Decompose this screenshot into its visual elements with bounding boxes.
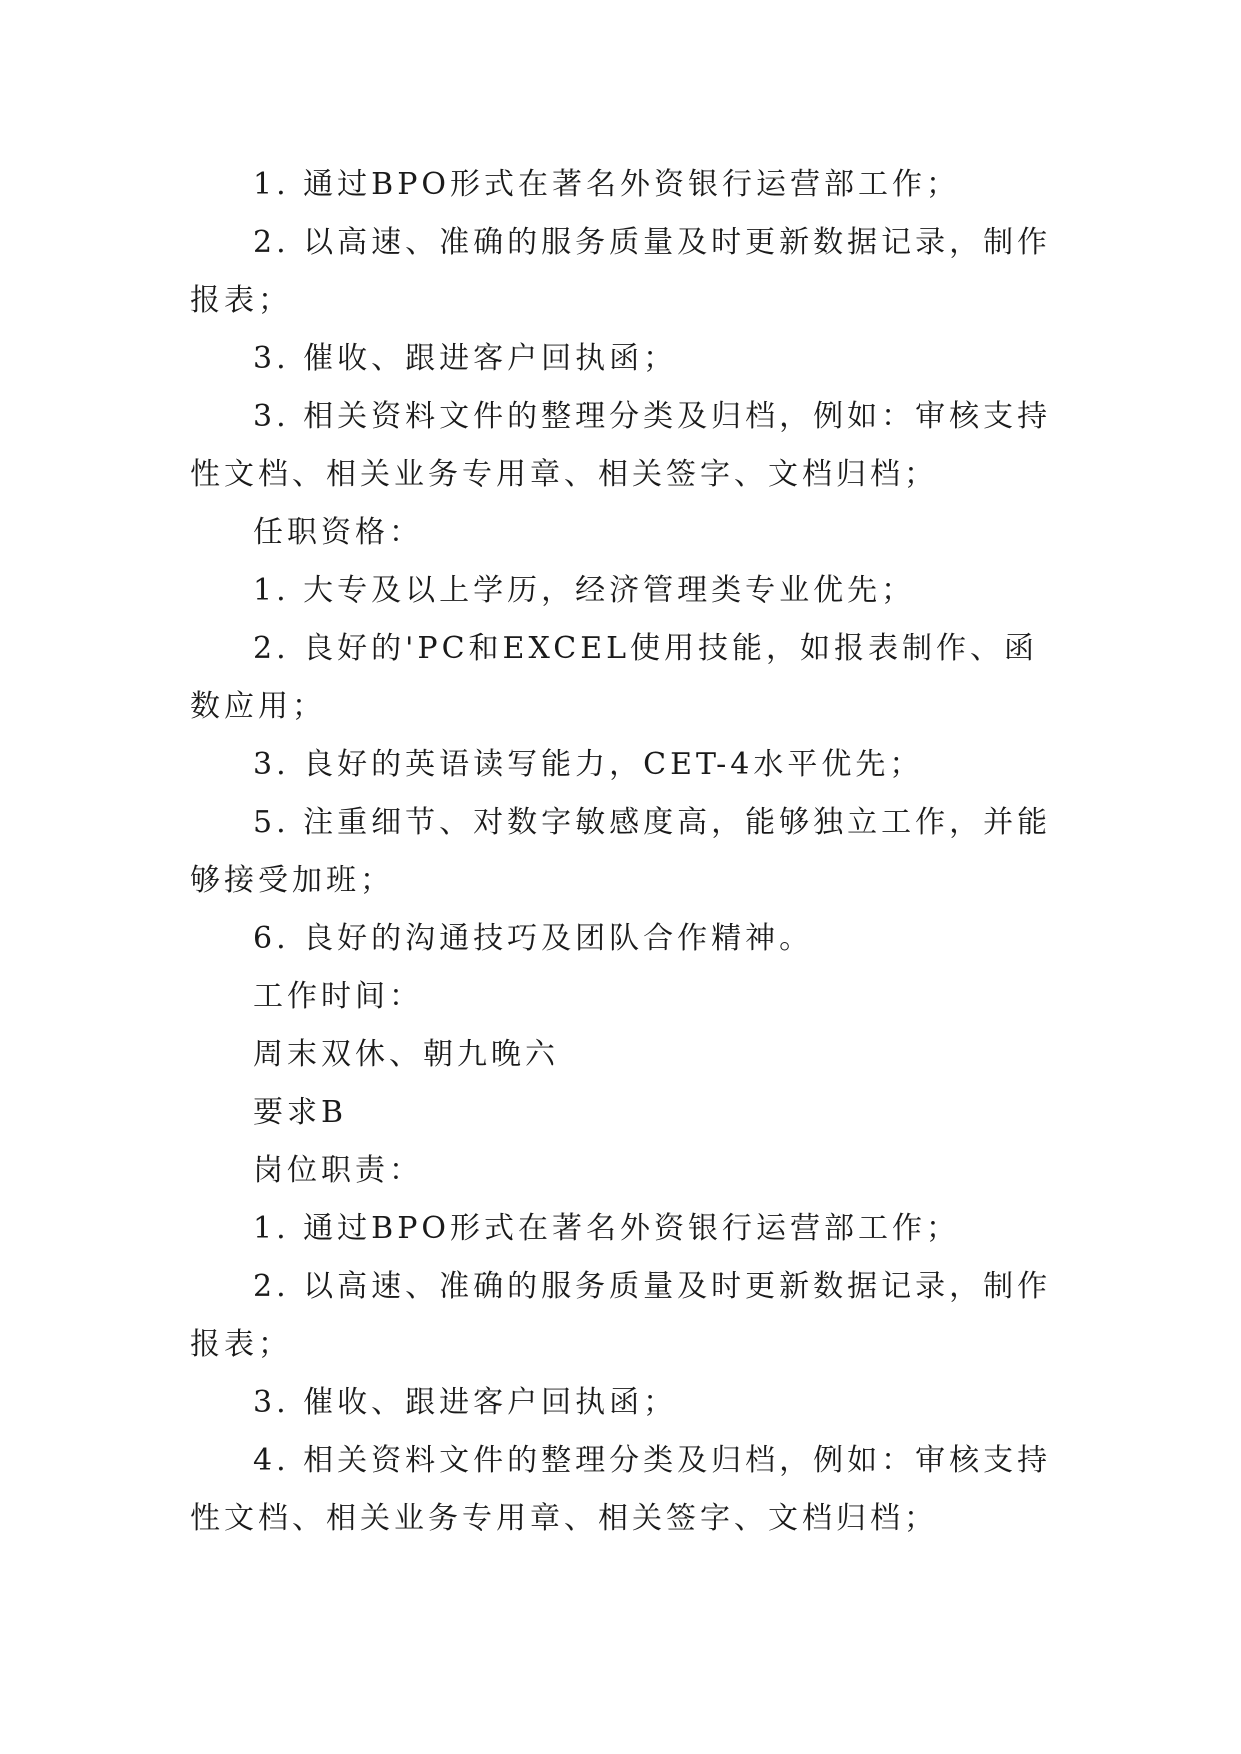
duty-2: 2. 以高速、准确的服务质量及时更新数据记录，制作报表； <box>190 225 1052 318</box>
responsibilities-heading: 岗位职责： <box>253 1153 423 1188</box>
qualifications-heading: 任职资格： <box>253 515 423 550</box>
qualification-1: 1. 大专及以上学历，经济管理类专业优先； <box>253 573 916 608</box>
work-hours-heading: 工作时间： <box>253 979 423 1014</box>
qualification-6: 6. 良好的沟通技巧及团队合作精神。 <box>253 921 814 956</box>
responsibility-3: 3. 催收、跟进客户回执函； <box>253 1385 678 1420</box>
duty-1: 1. 通过BPO形式在著名外资银行运营部工作； <box>253 167 960 202</box>
responsibility-1: 1. 通过BPO形式在著名外资银行运营部工作； <box>253 1211 960 1246</box>
document-body <box>190 156 1060 1548</box>
qualification-5: 5. 注重细节、对数字敏感度高，能够独立工作，并能够接受加班； <box>190 805 1052 898</box>
requirement-b-heading: 要求B <box>253 1095 348 1130</box>
qualification-2: 2. 良好的'PC和EXCEL使用技能，如报表制作、函数应用； <box>190 631 1039 724</box>
responsibility-2: 2. 以高速、准确的服务质量及时更新数据记录，制作报表； <box>190 1269 1052 1362</box>
duty-4: 3. 相关资料文件的整理分类及归档，例如：审核支持性文档、相关业务专用章、相关签字、文档归档； <box>190 399 1052 492</box>
responsibility-4: 4. 相关资料文件的整理分类及归档，例如：审核支持性文档、相关业务专用章、相关签字、文档归档； <box>190 1443 1052 1536</box>
qualification-3: 3. 良好的英语读写能力，CET-4水平优先； <box>253 747 924 782</box>
work-hours-text: 周末双休、朝九晚六 <box>253 1037 559 1072</box>
duty-3: 3. 催收、跟进客户回执函； <box>253 341 678 376</box>
